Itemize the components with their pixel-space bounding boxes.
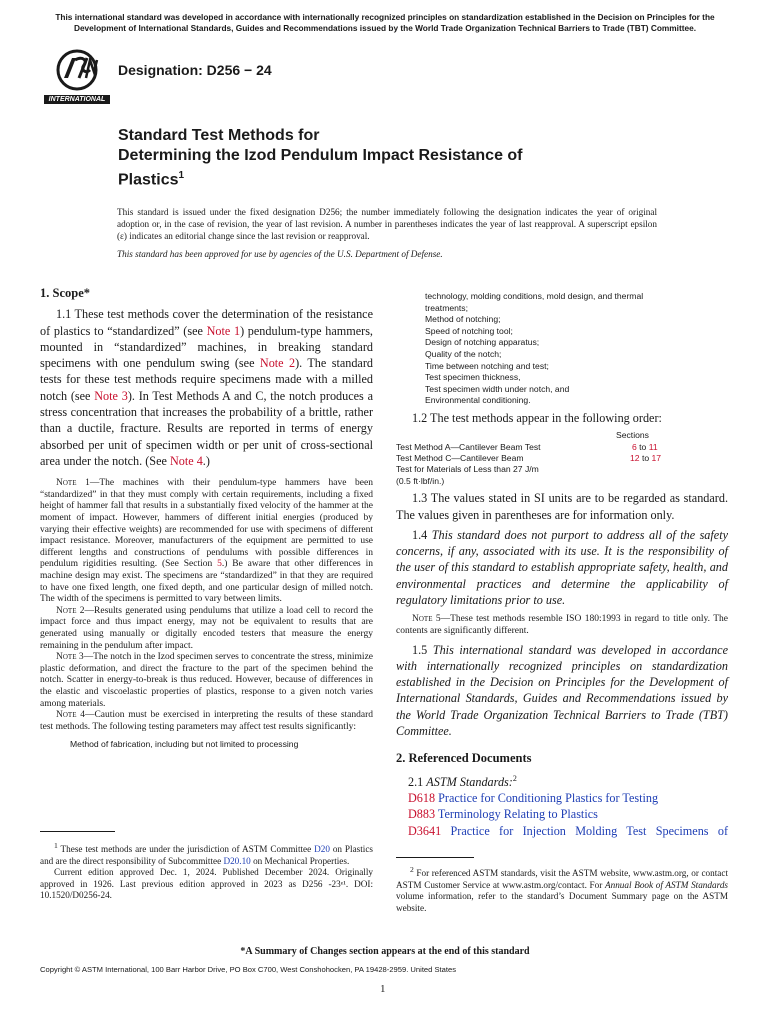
scope-paragraph-1-5: 1.5 This international standard was developed in accordance with internationally recognized principles on standardization established in the Decision on Principles for the Development of International Standards, Guides and Recommendations issued by the World Trade Organization Technical Barriers to Trade (TBT) Committee. — [396, 642, 729, 738]
params-item: Quality of the notch; — [425, 348, 502, 359]
committee-d20-link[interactable]: D20 — [314, 844, 330, 855]
sections-row-range: 6 to 11 — [632, 441, 658, 452]
section-11-link[interactable]: 11 — [648, 441, 658, 452]
ref-doc-title[interactable]: Practice for Injection Molding Test Specimens of — [450, 823, 728, 838]
edition-info: Current edition approved Dec. 1, 2024. Published December 2024. Originally approved in 1926. Last previous edition approved in 2023 as D256 -23ᵉ¹. DOI: 10.1520/D0256-24. — [40, 867, 373, 901]
title-line-2: Determining the Izod Pendulum Impact Resistance of — [118, 147, 523, 164]
dod-statement: This standard has been approved for use by agencies of the U.S. Department of Defense. — [117, 249, 443, 259]
note-3: Note 3—The notch in the Izod specimen serves to concentrate the stress, minimize plastic deformation, and direct the fracture to the part of the specimen behind the notch. Scatter in energy-to-break is thus reduced. However, because of differences in the elastic and viscoelastic properties of plastics, response to a given notch varies among materials. — [40, 652, 373, 709]
params-item: treatments; — [425, 302, 468, 313]
note-2-link[interactable]: Note 2 — [259, 356, 296, 371]
section-12-link[interactable]: 12 — [630, 453, 640, 464]
params-item: Test specimen width under notch, and — [425, 383, 570, 394]
footnote-2: $^2$ For referenced ASTM standards, visit the ASTM website, www.astm.org, or contact ASTM Customer Service at www.astm.org/contact. For Annual Book of ASTM Standards volume information, refer to the standard’s Document Summary page on the ASTM website. — [396, 865, 728, 913]
params-item: Environmental conditioning. — [425, 395, 531, 406]
top-notice: This international standard was developed in accordance with internationally recognized principles on standardization established in the Decision on Principles for the Development of International Standards, Guides and Recommendations issued by the World Trade Organization Technical Barriers to Trade (TBT) Committee. — [55, 12, 715, 33]
note-4-link[interactable]: Note 4 — [169, 453, 203, 468]
note-5: Note 5—These test methods resemble ISO 180:1993 in regard to title only. The contents are significantly different. — [396, 614, 728, 636]
summary-of-changes-notice: *A Summary of Changes section appears at the end of this standard — [240, 946, 530, 957]
sections-row-range: 12 to 17 — [630, 453, 662, 464]
sections-row-name: Test Method C—Cantilever Beam — [396, 453, 524, 464]
sections-table — [396, 430, 728, 488]
title-line-1: Standard Test Methods for — [118, 127, 320, 144]
scope-paragraph-1-1: 1.1 These test methods cover the determination of the resistance of plastics to “standardized” (see Note 1) pendulum-type hammers, mounted in “standardized” machines, in breaking standard specimens with one pendulum swing (see Note 2). The standard tests for these test methods require specimens made with a milled notch (see Note 3). In Test Methods A and C, the notch produces a stress concentration that increases the probability of a brittle, rather than a ductile, fracture. Results are reported in terms of energy absorbed per unit of specimen width or per unit of cross-sectional area under the notch. (See Note 4.) — [40, 307, 373, 468]
astm-standards-subheading: 2.1 ASTM Standards:$^2$ — [408, 773, 517, 789]
footnote-1: $^1$ These test methods are under the jurisdiction of ASTM Committee D20 on Plastics and are the direct responsibility of Subcommittee D20.10 on Mechanical Properties. Current edition approved Dec. 1, 2024. Published December 2024. Originally approved in 1926. Last previous edition approved in 2023 as D256 -23ᵉ¹. DOI: 10.1520/D0256-24. — [40, 841, 373, 901]
params-item: Time between notching and test; — [425, 360, 549, 371]
ref-doc-item — [408, 806, 728, 822]
section-6-link[interactable]: 6 — [632, 441, 637, 452]
referenced-documents-heading: 2. Referenced Documents — [396, 751, 532, 766]
sections-row-name: (0.5 ft·lbf/in.) — [396, 475, 445, 486]
params-first-item: Method of fabrication, including but not limited to processing — [70, 739, 299, 750]
params-item: Speed of notching tool; — [425, 325, 513, 336]
astm-logo — [42, 48, 112, 106]
ref-doc-item — [408, 790, 728, 806]
right-column — [396, 291, 728, 839]
sections-row-name: Test for Materials of Less than 27 J/m — [396, 464, 539, 475]
sections-header: Sections — [616, 430, 649, 441]
params-list — [396, 291, 728, 407]
ref-doc-code[interactable]: D618 — [408, 790, 436, 805]
ref-doc-code[interactable]: D3641 — [408, 823, 442, 838]
note-1-link[interactable]: Note 1 — [206, 323, 241, 338]
sections-row-name: Test Method A—Cantilever Beam Test — [396, 441, 541, 452]
designation: Designation: D256 − 24 — [118, 62, 272, 78]
section-5-link[interactable]: 5 — [217, 559, 222, 570]
title-line-3: Plastics — [118, 171, 179, 189]
left-column — [40, 285, 373, 751]
logo-subtext: INTERNATIONAL — [48, 96, 106, 103]
scope-paragraph-1-2: 1.2 The test methods appear in the following order: — [412, 410, 662, 425]
scope-heading: 1. Scope* — [40, 286, 90, 300]
copyright: Copyright © ASTM International, 100 Barr Harbor Drive, PO Box C700, West Conshohocken, PA 19428-2959. United States — [40, 965, 457, 974]
scope-paragraph-1-4: 1.4 This standard does not purport to address all of the safety concerns, if any, associated with its use. It is the responsibility of the user of this standard to establish appropriate safety, health, and environmental practices and determine the applicability of regulatory limitations prior to use. — [396, 527, 728, 608]
note-2: Note 2—Results generated using pendulums that utilize a load cell to record the impact force and thus impact energy, may not be equivalent to results that are generated using manually or digitally encoded testers that measure the energy remaining in the pendulum after impact. — [40, 605, 374, 651]
ref-doc-code[interactable]: D883 — [408, 807, 436, 822]
params-item: Test specimen thickness, — [425, 372, 521, 383]
note-4: Note 4—Caution must be exercised in interpreting the results of these standard test methods. The following testing parameters may affect test results significantly: — [40, 710, 374, 732]
section-17-link[interactable]: 17 — [651, 453, 662, 464]
params-item: Design of notching apparatus; — [425, 337, 540, 348]
note-1: Note 1—The machines with their pendulum-type hammers have been “standardized” in that they must comply with certain requirements, including a fixed height of hammer fall that results in a substantially fixed velocity of the hammer at the moment of impact. However, hammers of different initial energies (produced by varying their effective weights) are recommended for use with specimens of different impact resistance. Moreover, manufacturers of the equipment are permitted to use different lengths and constructions of pendulums with possible differences in pendulum rigidities resulting. (See Section 5.) Be aware that other differences in machine design may exist. The specimens are “standardized” in that they are required to have one fixed length, one fixed depth, and one particular design of milled notch. The width of the specimens is permitted to vary between limits. — [40, 478, 373, 605]
note-3-link[interactable]: Note 3 — [94, 388, 128, 403]
ref-doc-title[interactable]: Practice for Conditioning Plastics for Testing — [438, 790, 659, 805]
scope-paragraph-1-3: 1.3 The values stated in SI units are to be regarded as standard. The values given in parentheses are for information only. — [396, 491, 728, 522]
subcommittee-d20-10-link[interactable]: D20.10 — [223, 855, 251, 866]
params-item: Method of notching; — [425, 314, 501, 325]
ref-doc-item — [408, 823, 728, 839]
title-footnote-mark: 1 — [178, 170, 185, 181]
issued-statement: This standard is issued under the fixed designation D256; the number immediately following the designation indicates the year of original adoption or, in the case of revision, the year of last revision. A number in parentheses indicates the year of last reapproval. A superscript epsilon (ε) indicates an editorial change since the last revision or reapproval. — [117, 207, 657, 241]
footnote-rule-right — [396, 857, 474, 858]
page-title — [118, 126, 658, 190]
footnote-rule-left — [40, 831, 115, 832]
ref-doc-title[interactable]: Terminology Relating to Plastics — [437, 807, 598, 822]
page-number: 1 — [380, 983, 386, 995]
referenced-docs-list — [396, 790, 728, 839]
params-item: technology, molding conditions, mold design, and thermal — [425, 291, 644, 301]
